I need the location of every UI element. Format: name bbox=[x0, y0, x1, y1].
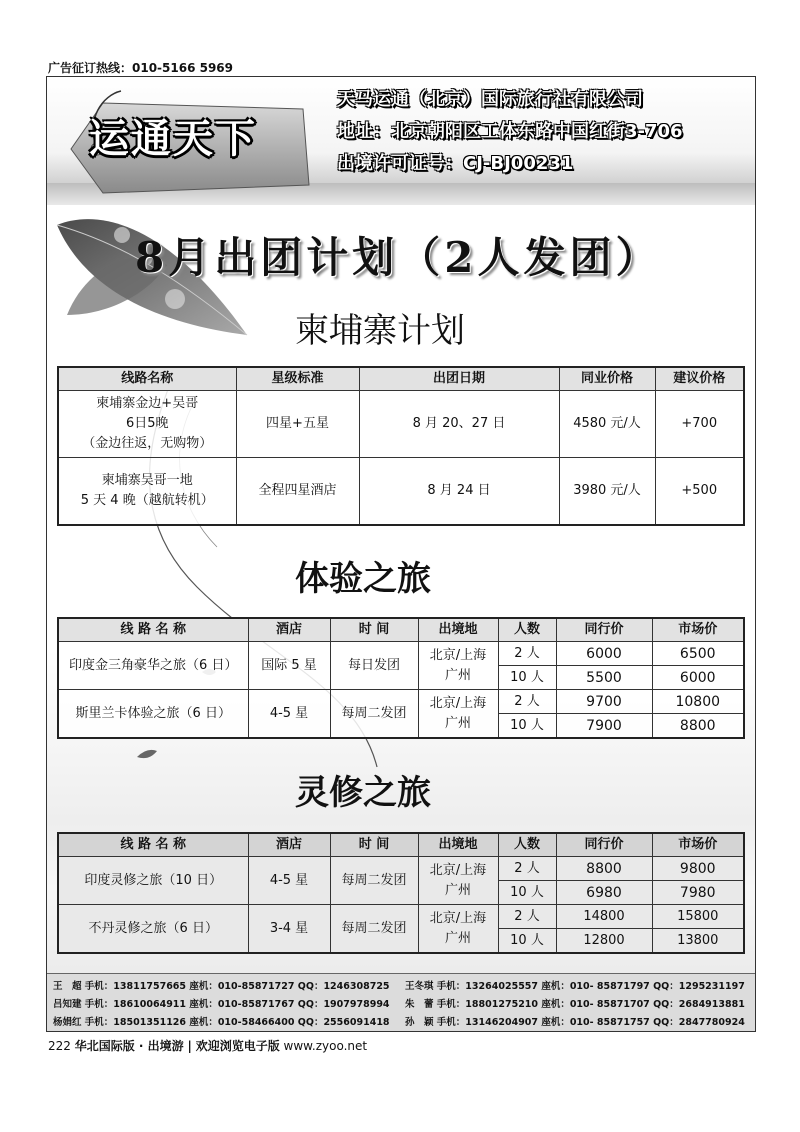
departure-line: 广州 bbox=[444, 667, 471, 683]
col-header: 人数 bbox=[498, 618, 556, 642]
table-row bbox=[58, 458, 744, 526]
route-line: 6日5晚 bbox=[125, 416, 169, 431]
col-header: 同行价 bbox=[556, 833, 652, 857]
cambodia-title: 柬埔寨计划 bbox=[295, 311, 465, 351]
time-cell: 每周二发团 bbox=[330, 690, 418, 739]
suggest-price-cell: +500 bbox=[655, 458, 744, 526]
time-cell: 每周二发团 bbox=[330, 905, 418, 954]
departure-line: 北京/上海 bbox=[429, 647, 487, 663]
col-header: 星级标准 bbox=[236, 367, 359, 391]
col-header: 出团日期 bbox=[359, 367, 559, 391]
departure-line: 北京/上海 bbox=[429, 862, 487, 878]
contact-entry: 朱 蕾 手机：18801275210 座机：010- 85871707 QQ：2684913881 bbox=[405, 999, 745, 1010]
trade-price-cell: 9700 bbox=[556, 690, 652, 714]
route-name-cell bbox=[58, 458, 236, 526]
market-price-cell: 13800 bbox=[652, 929, 744, 954]
col-header: 市场价 bbox=[652, 833, 744, 857]
company-license: 出境许可证号：CJ-BJ00231 bbox=[337, 153, 574, 174]
main-title: 8月出团计划（2人发团） bbox=[135, 233, 662, 282]
trade-price-cell: 4580 元/人 bbox=[559, 391, 655, 458]
website-link[interactable]: www.zyoo.net bbox=[283, 1039, 368, 1053]
spiritual-title: 灵修之旅 bbox=[295, 773, 431, 813]
col-header: 市场价 bbox=[652, 618, 744, 642]
market-price-cell: 15800 bbox=[652, 905, 744, 929]
page-number: 222 bbox=[48, 1039, 71, 1053]
market-price-cell: 6000 bbox=[652, 666, 744, 690]
company-name: 天马运通（北京）国际旅行社有限公司 bbox=[337, 89, 643, 110]
col-header: 出境地 bbox=[418, 618, 498, 642]
route-line: 5 天 4 晚（越航转机） bbox=[80, 493, 214, 508]
col-header: 酒店 bbox=[248, 618, 330, 642]
col-header: 出境地 bbox=[418, 833, 498, 857]
col-header: 线 路 名 称 bbox=[58, 833, 248, 857]
market-price-cell: 9800 bbox=[652, 857, 744, 881]
ad-page bbox=[46, 76, 756, 1032]
table-row bbox=[58, 857, 744, 881]
time-cell: 每日发团 bbox=[330, 642, 418, 690]
market-price-cell: 6500 bbox=[652, 642, 744, 666]
contact-entry: 王 超 手机：13811757665 座机：010-85871727 QQ：1246308725 bbox=[53, 981, 390, 992]
col-header: 时 间 bbox=[330, 833, 418, 857]
market-price-cell: 7980 bbox=[652, 881, 744, 905]
people-cell: 10 人 bbox=[498, 929, 556, 954]
trade-price-cell: 7900 bbox=[556, 714, 652, 739]
col-header: 同行价 bbox=[556, 618, 652, 642]
trade-price-cell: 14800 bbox=[556, 905, 652, 929]
hotel-cell: 4-5 星 bbox=[248, 857, 330, 905]
col-header: 建议价格 bbox=[655, 367, 744, 391]
people-cell: 10 人 bbox=[498, 881, 556, 905]
departure-cell bbox=[418, 690, 498, 739]
company-address: 地址：北京朝阳区工体东路中国红街3-706 bbox=[337, 121, 683, 142]
contact-row bbox=[53, 1014, 745, 1028]
footer-divider: | bbox=[187, 1039, 192, 1053]
departure-line: 北京/上海 bbox=[429, 910, 487, 926]
contact-entry: 孙 颖 手机：13146204907 座机：010- 85871757 QQ：2847780924 bbox=[405, 1017, 745, 1028]
route-name-cell: 印度灵修之旅（10 日） bbox=[58, 857, 248, 905]
hotel-cell: 4-5 星 bbox=[248, 690, 330, 739]
departure-cell bbox=[418, 857, 498, 905]
trade-price-cell: 12800 bbox=[556, 929, 652, 954]
ad-hotline: 广告征订热线：010-5166 5969 bbox=[48, 61, 234, 75]
route-line: 柬埔寨金边+吴哥 bbox=[96, 396, 199, 411]
dates-cell: 8 月 24 日 bbox=[359, 458, 559, 526]
route-name-cell: 印度金三角豪华之旅（6 日） bbox=[58, 642, 248, 690]
departure-cell bbox=[418, 642, 498, 690]
people-cell: 2 人 bbox=[498, 905, 556, 929]
contact-entry: 吕知建 手机：18610064911 座机：010-85871767 QQ：1907978994 bbox=[53, 999, 390, 1010]
trade-price-cell: 8800 bbox=[556, 857, 652, 881]
footer-slogan: 欢迎浏览电子版 bbox=[195, 1039, 280, 1053]
stars-cell: 全程四星酒店 bbox=[236, 458, 359, 526]
col-header: 人数 bbox=[498, 833, 556, 857]
table-row bbox=[58, 905, 744, 929]
route-name-cell bbox=[58, 391, 236, 458]
departure-cell bbox=[418, 905, 498, 954]
departure-line: 北京/上海 bbox=[429, 695, 487, 711]
trade-price-cell: 5500 bbox=[556, 666, 652, 690]
departure-line: 广州 bbox=[444, 930, 471, 946]
cambodia-table bbox=[57, 366, 745, 526]
col-header: 同业价格 bbox=[559, 367, 655, 391]
people-cell: 10 人 bbox=[498, 714, 556, 739]
dates-cell: 8 月 20、27 日 bbox=[359, 391, 559, 458]
people-cell: 2 人 bbox=[498, 690, 556, 714]
contact-row bbox=[53, 996, 745, 1010]
route-name-cell: 斯里兰卡体验之旅（6 日） bbox=[58, 690, 248, 739]
departure-line: 广州 bbox=[444, 715, 471, 731]
table-header-row bbox=[58, 833, 744, 857]
suggest-price-cell: +700 bbox=[655, 391, 744, 458]
people-cell: 2 人 bbox=[498, 642, 556, 666]
contact-entry: 王冬琪 手机：13264025557 座机：010- 85871797 QQ：1295231197 bbox=[405, 981, 745, 992]
logo-text: 运通天下 bbox=[89, 116, 257, 162]
contact-list bbox=[47, 973, 755, 1032]
table-row bbox=[58, 690, 744, 714]
table-row bbox=[58, 642, 744, 666]
trade-price-cell: 6980 bbox=[556, 881, 652, 905]
contact-entry: 杨娟红 手机：18501351126 座机：010-58466400 QQ：2556091418 bbox=[53, 1017, 390, 1028]
hotel-cell: 3-4 星 bbox=[248, 905, 330, 954]
trade-price-cell: 6000 bbox=[556, 642, 652, 666]
trade-price-cell: 3980 元/人 bbox=[559, 458, 655, 526]
market-price-cell: 8800 bbox=[652, 714, 744, 739]
market-price-cell: 10800 bbox=[652, 690, 744, 714]
col-header: 线 路 名 称 bbox=[58, 618, 248, 642]
time-cell: 每周二发团 bbox=[330, 857, 418, 905]
route-name-cell: 不丹灵修之旅（6 日） bbox=[58, 905, 248, 954]
page-footer bbox=[48, 1037, 367, 1054]
route-line: 柬埔寨吴哥一地 bbox=[101, 473, 193, 488]
col-header: 线路名称 bbox=[58, 367, 236, 391]
col-header: 时 间 bbox=[330, 618, 418, 642]
experience-title: 体验之旅 bbox=[295, 559, 431, 599]
stars-cell: 四星+五星 bbox=[236, 391, 359, 458]
table-row bbox=[58, 391, 744, 458]
contact-row bbox=[53, 978, 745, 992]
people-cell: 10 人 bbox=[498, 666, 556, 690]
departure-line: 广州 bbox=[444, 882, 471, 898]
table-header-row bbox=[58, 367, 744, 391]
people-cell: 2 人 bbox=[498, 857, 556, 881]
table-header-row bbox=[58, 618, 744, 642]
col-header: 酒店 bbox=[248, 833, 330, 857]
publication-name: 华北国际版 · 出境游 bbox=[74, 1039, 184, 1053]
experience-table bbox=[57, 617, 745, 739]
route-line: （金边往返，无购物） bbox=[82, 436, 213, 451]
spiritual-table bbox=[57, 832, 745, 954]
hotel-cell: 国际 5 星 bbox=[248, 642, 330, 690]
